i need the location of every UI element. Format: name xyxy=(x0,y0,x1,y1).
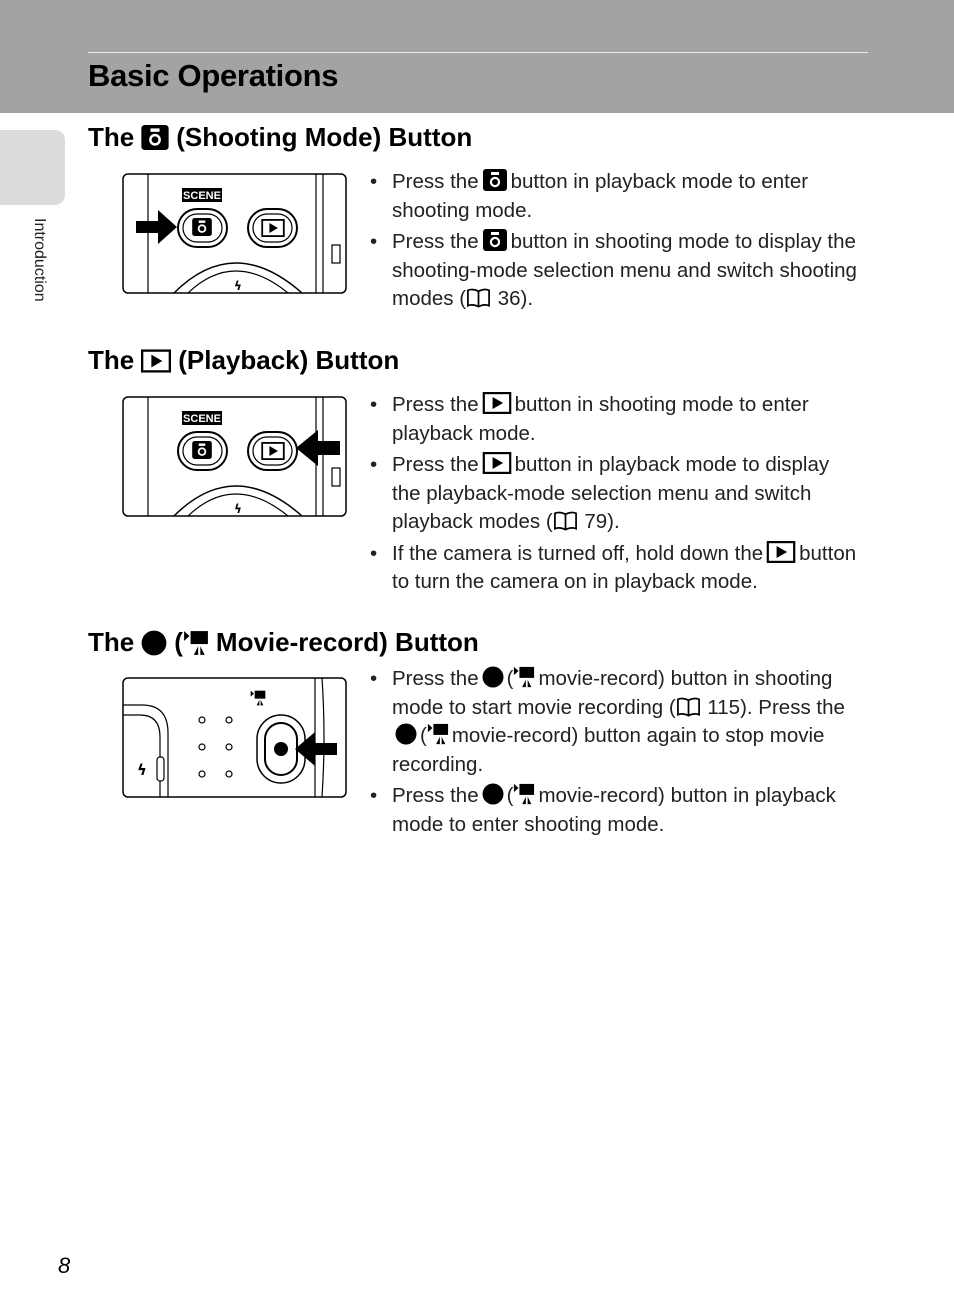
svg-text:ϟ: ϟ xyxy=(234,502,242,516)
list-item: • Press the button in playback mode to enter shooting mode. xyxy=(370,168,860,225)
camera-icon xyxy=(482,229,508,251)
list-item: • Press the ( movie-record) button in shooting mode to start movie recording ( 115). Press the( movie-record) button again to stop movie recording. xyxy=(370,665,860,779)
record-dot-icon xyxy=(395,723,417,745)
title-text: (Playback) Button xyxy=(178,345,400,375)
movie-bullets xyxy=(370,665,860,842)
camera-icon xyxy=(482,169,508,191)
record-dot-icon xyxy=(482,666,504,688)
shooting-bullets xyxy=(370,168,860,317)
section-title-shooting xyxy=(88,122,472,153)
book-icon xyxy=(466,288,491,308)
list-item: • If the camera is turned off, hold down the button to turn the camera on in playback mode. xyxy=(370,540,860,597)
title-text: The xyxy=(88,345,135,375)
title-text: (Shooting Mode) Button xyxy=(176,122,473,152)
book-icon xyxy=(553,511,578,531)
svg-text:ϟ: ϟ xyxy=(234,279,242,293)
movie-camera-icon xyxy=(513,783,535,805)
movie-camera-icon xyxy=(513,666,535,688)
book-icon xyxy=(676,697,701,717)
page-header xyxy=(0,0,954,113)
list-item: • Press the button in shooting mode to enter playback mode. xyxy=(370,391,860,448)
chapter-tab xyxy=(0,130,65,205)
title-text: ( xyxy=(174,627,183,657)
list-item: • Press the button in playback mode to display the playback-mode selection menu and switch playback modes ( 79). xyxy=(370,451,860,537)
record-dot-icon xyxy=(482,783,504,805)
title-text: Movie-record) Button xyxy=(215,627,479,657)
scene-label: SCENE xyxy=(183,413,221,425)
page-title: Basic Operations xyxy=(88,58,339,93)
section-title-movie xyxy=(88,627,479,658)
movie-camera-icon xyxy=(427,723,449,745)
page-number: 8 xyxy=(58,1253,71,1278)
play-icon xyxy=(766,541,796,563)
shooting-button-illustration xyxy=(122,173,347,294)
playback-button-illustration xyxy=(122,396,347,517)
title-text: The xyxy=(88,122,135,152)
list-item: • Press the ( movie-record) button in playback mode to enter shooting mode. xyxy=(370,782,860,839)
play-icon xyxy=(482,392,512,414)
record-dot-icon xyxy=(141,630,167,656)
scene-label: SCENE xyxy=(183,190,221,202)
camera-icon xyxy=(141,125,169,150)
section-title-playback xyxy=(88,345,399,376)
list-item: • Press the button in shooting mode to display the shooting-mode selection menu and switch shooting modes ( 36). xyxy=(370,228,860,314)
playback-bullets xyxy=(370,391,860,600)
movie-camera-icon xyxy=(183,630,209,656)
header-rule xyxy=(88,52,868,53)
play-icon xyxy=(482,452,512,474)
play-icon xyxy=(141,349,171,373)
svg-text:ϟ: ϟ xyxy=(137,761,147,779)
chapter-label: Introduction xyxy=(31,218,48,302)
title-text: The xyxy=(88,627,135,657)
movie-record-button-illustration xyxy=(122,677,347,798)
